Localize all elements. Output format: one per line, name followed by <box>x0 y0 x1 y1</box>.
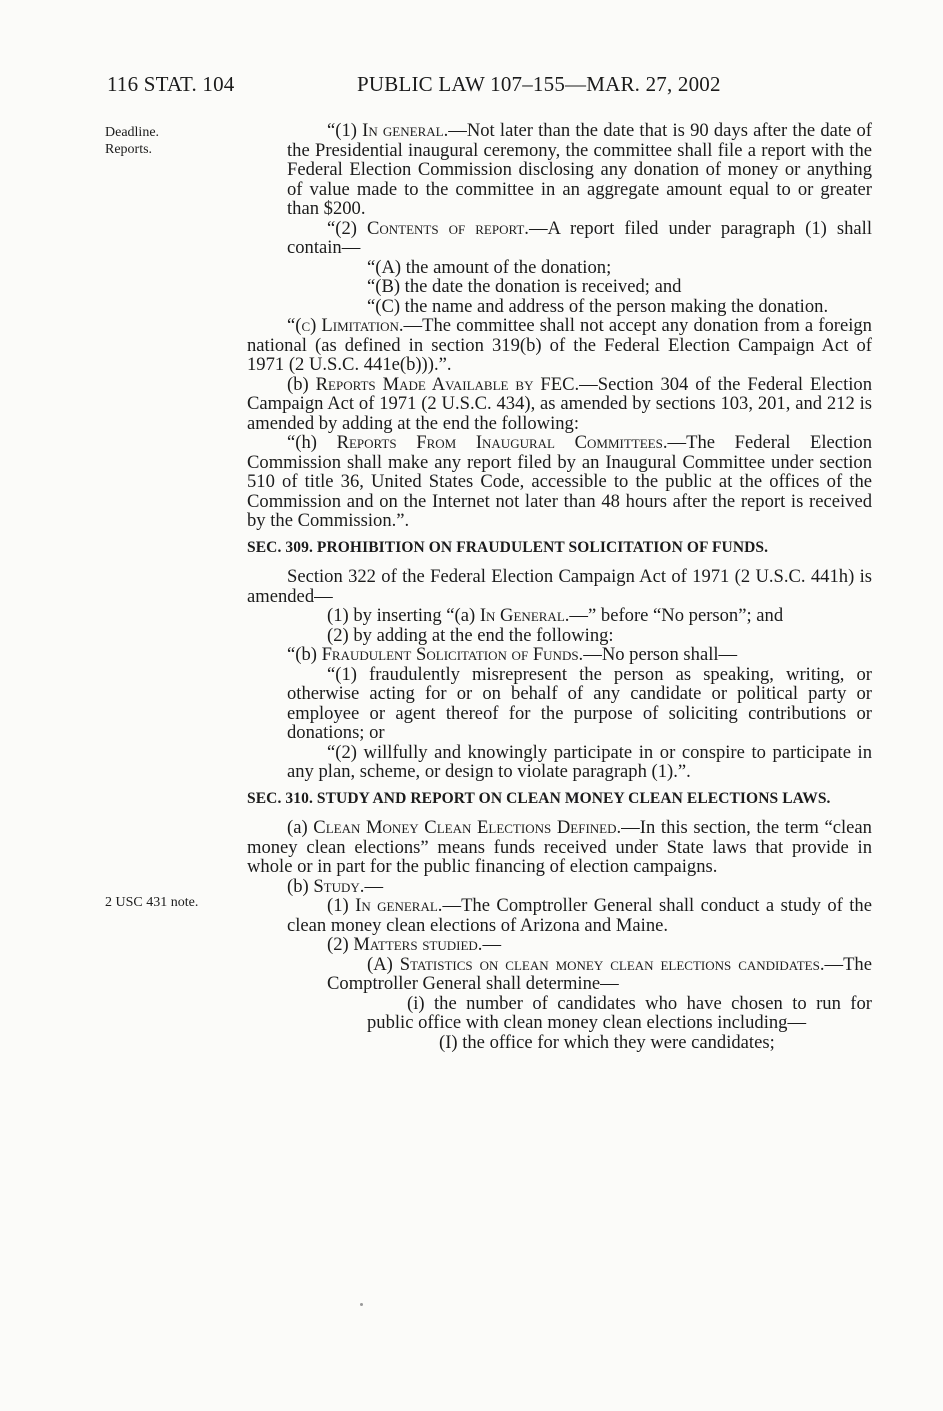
statute-text-column <box>247 121 872 1052</box>
statute-page-reference: 116 STAT. 104 <box>107 72 235 96</box>
section-310-subsection-a: (a) Clean Money Clean Elections Defined.—In this section, the term “clean money clean elections” means funds received under State laws that provide in whole or in part for the public financing of election campaigns. <box>247 817 872 877</box>
subsection-b-reports: (b) Reports Made Available by FEC.—Section 304 of the Federal Election Campaign Act of 1971 (2 U.S.C. 434), as amended by sections 103, 201, and 212 is amended by adding at the end the following: <box>247 373 872 434</box>
section-309-b-1: “(1) fraudulently misrepresent the person as speaking, writing, or otherwise acting for or on behalf of any candidate or political party or employee or agent thereof for the purpose of soliciting contributions or donations; or <box>287 663 872 743</box>
scan-speck <box>360 1303 363 1306</box>
section-310-b-1: (1) In general.—The Comptroller General shall conduct a study of the clean money clean elections of Arizona and Maine. <box>287 895 872 936</box>
section-310-b-2: (2) Matters studied.— <box>327 934 502 955</box>
section-310-clause-i: (i) the number of candidates who have chosen to run for public office with clean money clean elections including— <box>367 992 872 1033</box>
page-header <box>107 72 871 98</box>
margin-note-usc: 2 USC 431 note. <box>105 895 199 910</box>
paragraph-2-contents: “(2) Contents of report.—A report filed under paragraph (1) shall contain— <box>287 217 873 258</box>
subsection-h-inaugural: “(h) Reports From Inaugural Committees.—The Federal Election Commission shall make any report filed by an Inaugural Committee under section 510 of title 36, United States Code, accessible to the public at the offices of the Commission and on the Internet not later than 48 hours after the report is received by the Commission.”. <box>247 432 872 531</box>
section-310-subsection-b: (b) Study.— <box>287 875 384 897</box>
section-309-item-2: (2) by adding at the end the following: <box>327 624 614 646</box>
section-309-item-1: (1) by inserting “(a) In General.—” before “No person”; and <box>327 605 784 626</box>
section-310-b-2-A: (A) Statistics on clean money clean elections candidates.—The Comptroller General shall determine— <box>327 953 872 994</box>
subparagraph-c: “(C) the name and address of the person making the donation. <box>367 295 829 317</box>
section-309-heading: SEC. 309. PROHIBITION ON FRAUDULENT SOLICITATION OF FUNDS. <box>247 538 769 556</box>
section-309-subsection-b: “(b) Fraudulent Solicitation of Funds.—No person shall— <box>287 644 738 665</box>
public-law-title: PUBLIC LAW 107–155—MAR. 27, 2002 <box>357 72 721 96</box>
section-310-subclause-I: (I) the office for which they were candidates; <box>439 1031 775 1053</box>
margin-note-reports: Reports. <box>105 142 153 157</box>
subparagraph-a: “(A) the amount of the donation; <box>367 256 612 278</box>
subparagraph-b: “(B) the date the donation is received; and <box>367 276 682 297</box>
section-309-b-2: “(2) willfully and knowingly participate in or conspire to participate in any plan, scheme, or design to violate paragraph (1).”. <box>287 741 872 782</box>
margin-note-deadline: Deadline. <box>105 125 160 140</box>
subsection-c-limitation: “(c) Limitation.—The committee shall not accept any donation from a foreign national (as defined in section 319(b) of the Federal Election Campaign Act of 1971 (2 U.S.C. 441e(b))).”. <box>247 315 872 375</box>
section-310-heading: SEC. 310. STUDY AND REPORT ON CLEAN MONEY CLEAN ELECTIONS LAWS. <box>247 789 831 807</box>
paragraph-1-in-general: “(1) In general.—Not later than the date that is 90 days after the date of the Presidential inaugural ceremony, the committee shall file a report with the Federal Election Commission disclosing any donation of money or anything of value made to the committee in an aggregate amount equal to or greater than $200. <box>287 120 872 219</box>
section-309-intro: Section 322 of the Federal Election Campaign Act of 1971 (2 U.S.C. 441h) is amended— <box>247 566 872 607</box>
